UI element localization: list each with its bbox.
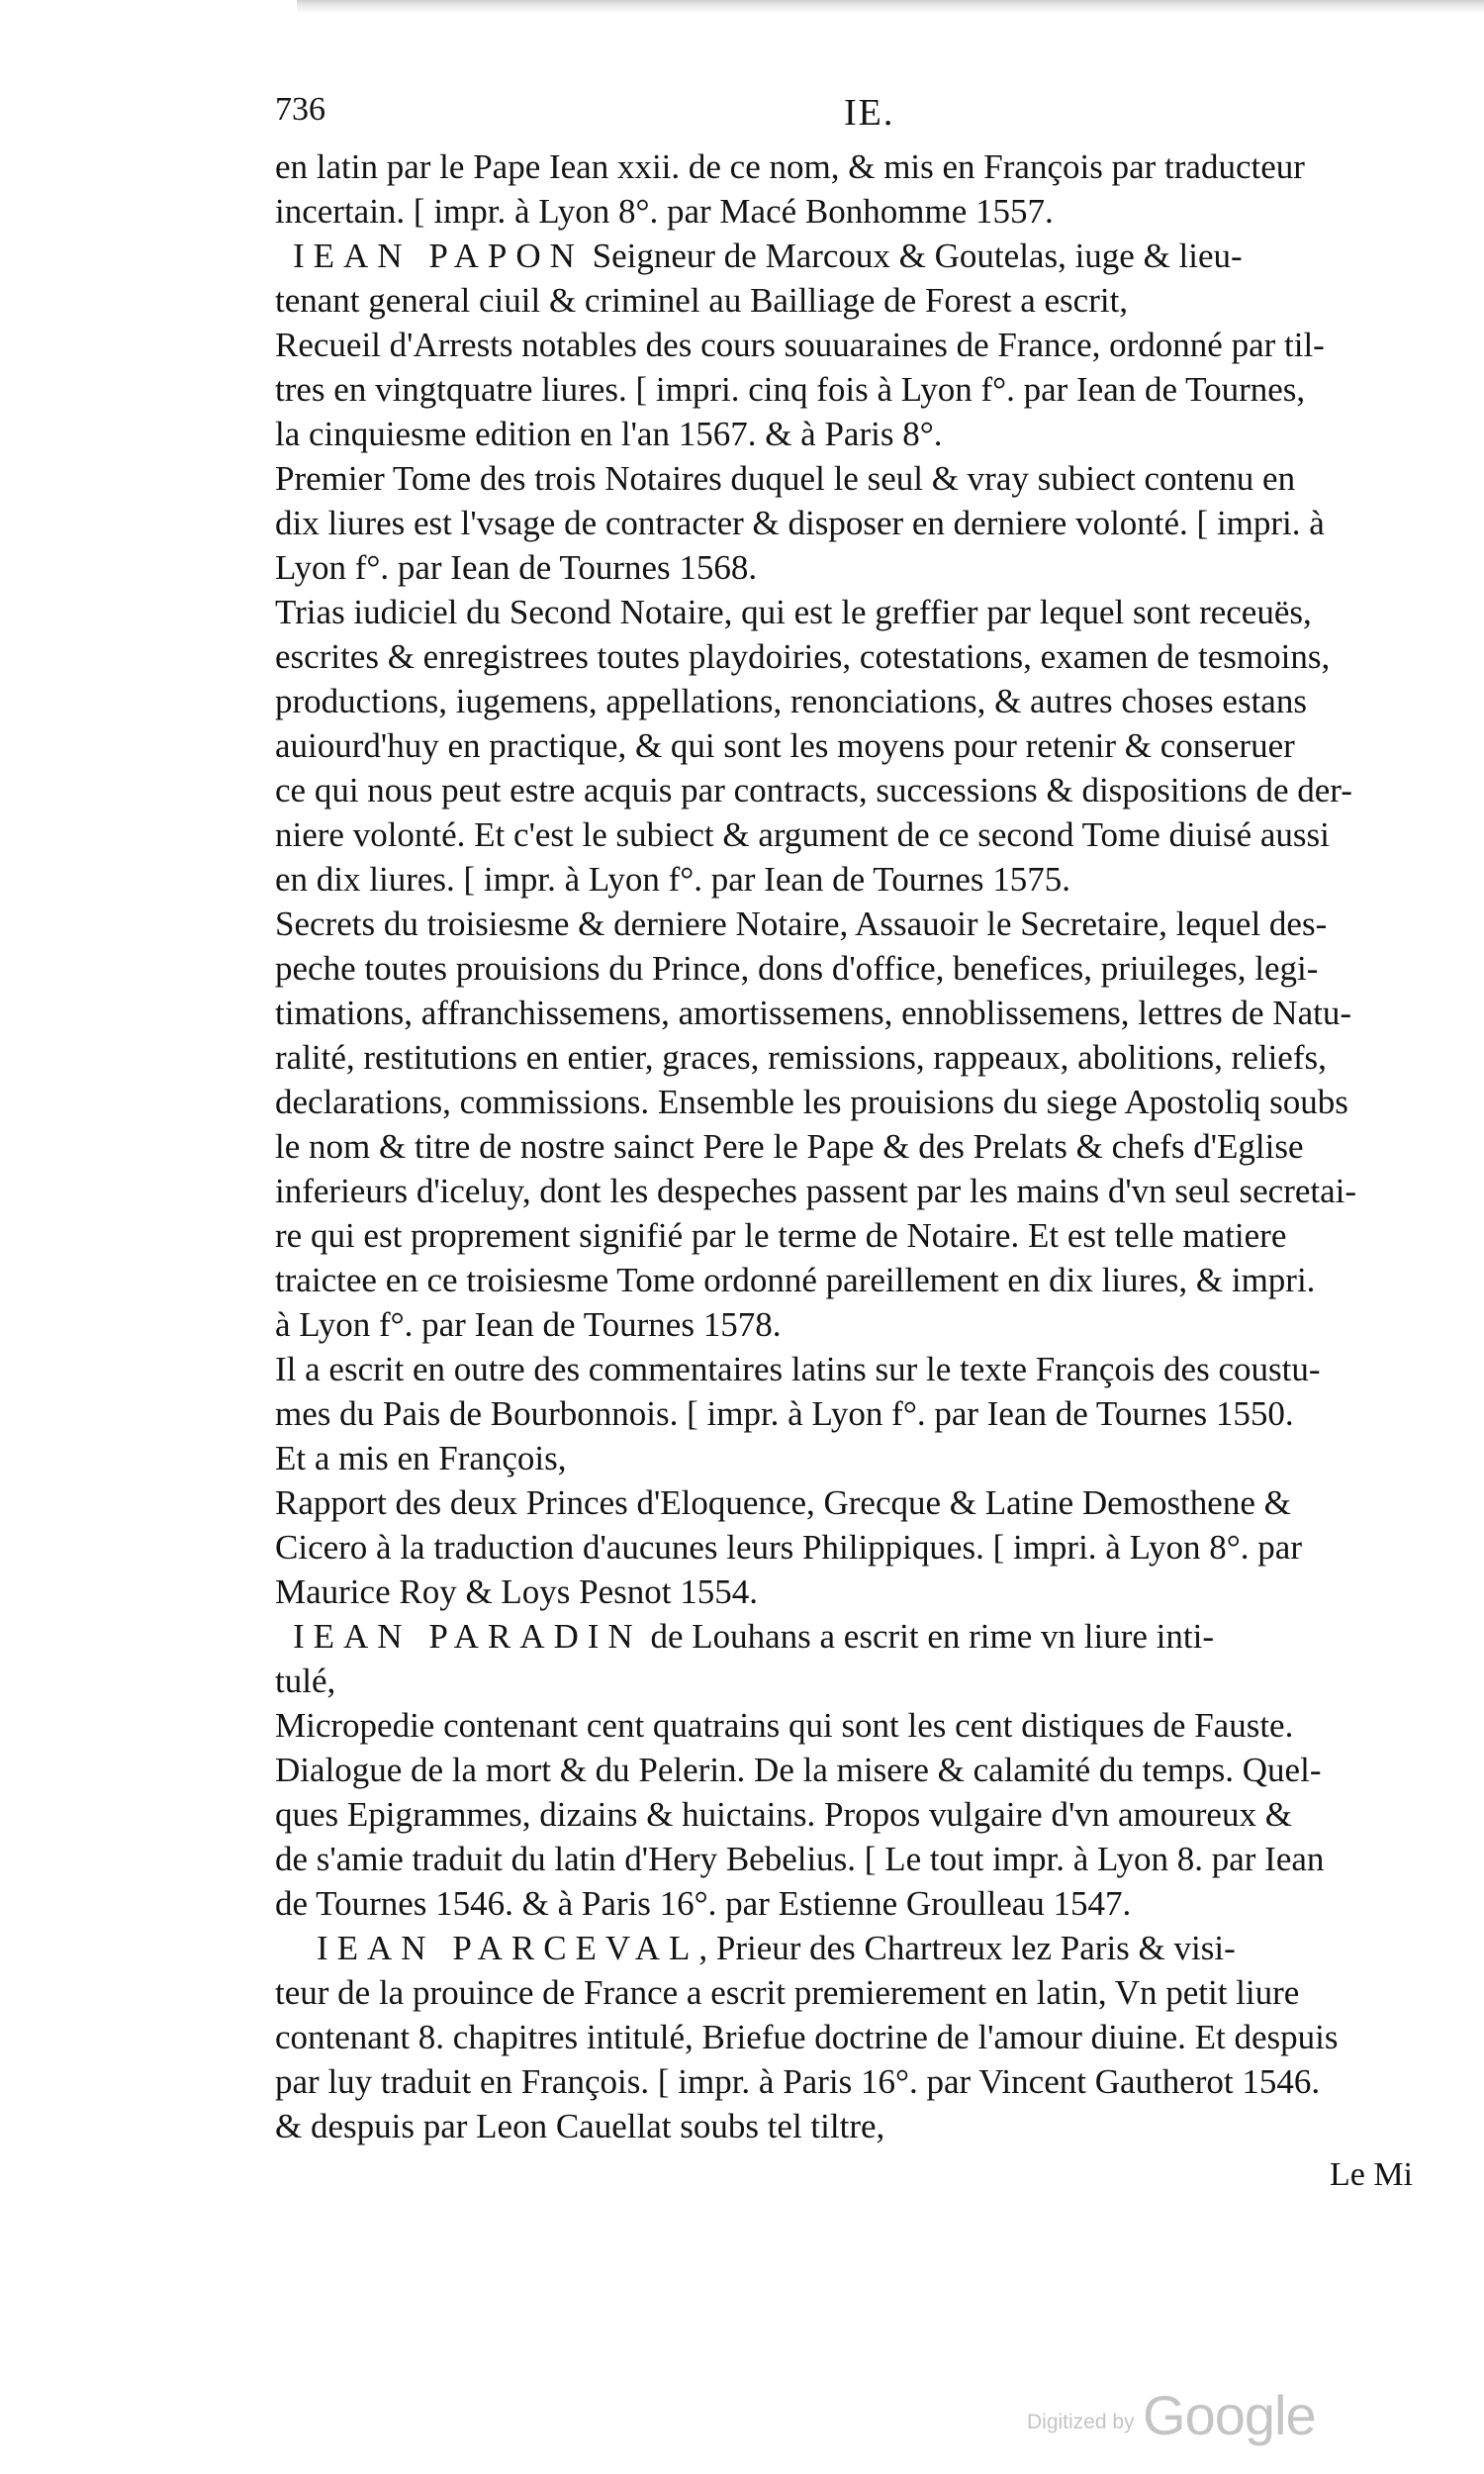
text-body: [275, 144, 1413, 2148]
running-head: IE.: [844, 92, 895, 134]
text-line: mes du Pais de Bourbonnois. [ impr. à Lyon f°. par Iean de Tournes 1550.: [275, 1394, 1294, 1433]
text-line: auiourd'huy en practique, & qui sont les moyens pour retenir & conseruer: [275, 726, 1295, 765]
entry-heading-jean-parceval: IEAN PARCEVAL, Prieur des Chartreux lez Paris & visi-: [317, 1929, 1236, 1967]
text-line: ce qui nous peut estre acquis par contracts, successions & dispositions de der-: [275, 771, 1352, 809]
text-line: le nom & titre de nostre sainct Pere le Pape & des Prelats & chefs d'Eglise: [275, 1127, 1304, 1166]
text-line: niere volonté. Et c'est le subiect & argument de ce second Tome diuisé aussi: [275, 815, 1330, 854]
text-line: ques Epigrammes, dizains & huictains. Propos vulgaire d'vn amoureux &: [275, 1795, 1292, 1834]
text-line: ralité, restitutions en entier, graces, remissions, rappeaux, abolitions, reliefs,: [275, 1038, 1327, 1077]
text-line: Premier Tome des trois Notaires duquel le seul & vray subiect contenu en: [275, 459, 1296, 498]
text-line: traictee en ce troisiesme Tome ordonné pareillement en dix liures, & impri.: [275, 1261, 1316, 1299]
text-line: escrites & enregistrees toutes playdoiries, cotestations, examen de tesmoins,: [275, 637, 1331, 676]
text-line: de s'amie traduit du latin d'Hery Bebelius. [ Le tout impr. à Lyon 8. par Iean: [275, 1840, 1325, 1878]
text-line: par luy traduit en François. [ impr. à Paris 16°. par Vincent Gautherot 1546.: [275, 2062, 1321, 2101]
text-line: tenant general ciuil & criminel au Bailliage de Forest a escrit,: [275, 281, 1129, 320]
text-line: Et a mis en François,: [275, 1439, 567, 1477]
page-footer: [275, 2156, 1413, 2216]
page-number: 736: [275, 91, 325, 128]
watermark-caption: Digitized by: [1027, 2411, 1135, 2433]
text-line: Secrets du troisiesme & derniere Notaire, Assauoir le Secretaire, lequel des-: [275, 904, 1328, 943]
book-page: [275, 91, 1413, 2216]
text-line: Micropedie contenant cent quatrains qui sont les cent distiques de Fauste.: [275, 1706, 1294, 1745]
text-line: re qui est proprement signifié par le terme de Notaire. Et est telle matiere: [275, 1216, 1287, 1255]
text-line: declarations, commissions. Ensemble les prouisions du siege Apostoliq soubs: [275, 1083, 1348, 1121]
google-logo: Google: [1143, 2384, 1316, 2446]
text-line: Recueil d'Arrests notables des cours souuaraines de France, ordonné par til-: [275, 326, 1325, 364]
text-line: de Tournes 1546. & à Paris 16°. par Estienne Groulleau 1547.: [275, 1884, 1132, 1923]
text-line: Il a escrit en outre des commentaires latins sur le texte François des coustu-: [275, 1350, 1321, 1388]
text-line: contenant 8. chapitres intitulé, Briefue doctrine de l'amour diuine. Et despuis: [275, 2018, 1339, 2056]
text-line: Rapport des deux Princes d'Eloquence, Grecque & Latine Demosthene &: [275, 1483, 1291, 1522]
text-line: incertain. [ impr. à Lyon 8°. par Macé Bonhomme 1557.: [275, 192, 1054, 231]
text-line: timations, affranchissemens, amortissemens, ennoblissemens, lettres de Natu-: [275, 994, 1351, 1032]
page-header: [275, 91, 1413, 144]
text-line: à Lyon f°. par Iean de Tournes 1578.: [275, 1305, 782, 1344]
text-line: Trias iudiciel du Second Notaire, qui est le greffier par lequel sont receuës,: [275, 593, 1312, 631]
top-edge-shadow: [297, 0, 1484, 14]
text-line: Cicero à la traduction d'aucunes leurs Philippiques. [ impri. à Lyon 8°. par: [275, 1528, 1302, 1567]
text-line: dix liures est l'vsage de contracter & disposer en derniere volonté. [ impri. à: [275, 504, 1325, 542]
text-line: inferieurs d'iceluy, dont les despeches passent par les mains d'vn seul secretai-: [275, 1172, 1357, 1210]
text-line: peche toutes prouisions du Prince, dons d'office, benefices, priuileges, legi-: [275, 949, 1319, 988]
text-line: en dix liures. [ impr. à Lyon f°. par Iean de Tournes 1575.: [275, 860, 1071, 899]
text-line: teur de la prouince de France a escrit premierement en latin, Vn petit liure: [275, 1973, 1300, 2012]
text-line: en latin par le Pape Iean xxii. de ce nom, & mis en François par traducteur: [275, 147, 1305, 186]
text-line: & despuis par Leon Cauellat soubs tel tiltre,: [275, 2107, 885, 2145]
digitized-by-google-watermark: [1027, 2383, 1316, 2447]
text-line: la cinquiesme edition en l'an 1567. & à Paris 8°.: [275, 415, 943, 453]
text-line: Dialogue de la mort & du Pelerin. De la misere & calamité du temps. Quel-: [275, 1751, 1322, 1789]
catchword: Le Mi: [1329, 2156, 1413, 2193]
text-line: Lyon f°. par Iean de Tournes 1568.: [275, 548, 758, 587]
text-line: tres en vingtquatre liures. [ impri. cinq fois à Lyon f°. par Iean de Tournes,: [275, 370, 1306, 409]
entry-heading-jean-papon: IEAN PAPON Seigneur de Marcoux & Goutelas, iuge & lieu-: [293, 237, 1243, 275]
text-line: tulé,: [275, 1662, 336, 1700]
text-line: Maurice Roy & Loys Pesnot 1554.: [275, 1572, 759, 1611]
entry-heading-jean-paradin: IEAN PARADIN de Louhans a escrit en rime vn liure inti-: [293, 1617, 1214, 1656]
text-line: productions, iugemens, appellations, renonciations, & autres choses estans: [275, 682, 1307, 720]
